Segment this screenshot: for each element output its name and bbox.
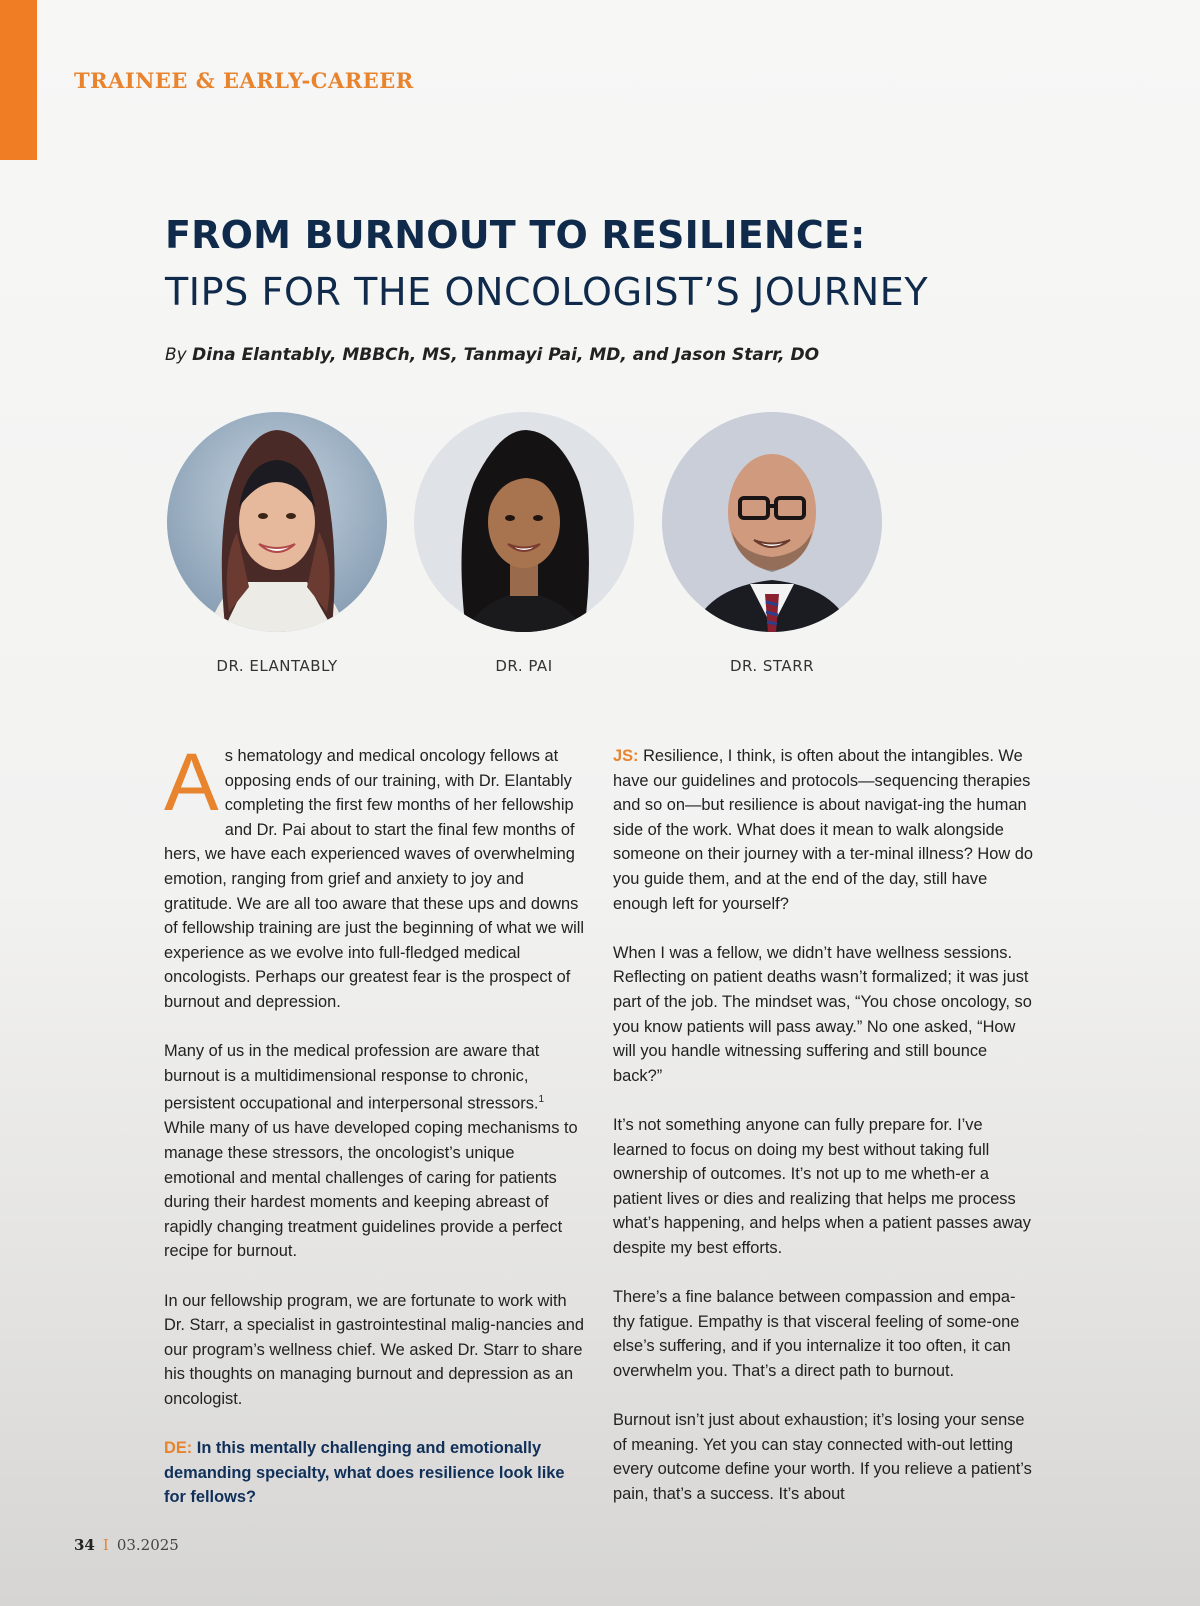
portrait-starr — [662, 412, 882, 632]
article-column-left — [164, 737, 588, 1534]
intro-text: s hematology and medical oncology fellows at opposing ends of our training, with Dr. Elantably completing the first few months of her fellowship and Dr. Pai about to start the final few months of hers, we have each experienced waves of overwhelming emotion, ranging from grief and anxiety to joy and gratitude. We are all too aware that these ups and downs of fellowship training are just the beginning of what we will experience as we evolve into full-fledged medical oncologists. Perhaps our greatest fear is the prospect of burnout and depression. — [164, 747, 585, 1011]
speaker-tag-de: DE: — [164, 1439, 193, 1458]
article-title: FROM BURNOUT TO RESILIENCE: — [165, 213, 866, 257]
article-column-right — [613, 744, 1037, 1531]
page-number: 34 — [74, 1536, 95, 1554]
paragraph — [164, 1039, 588, 1264]
portrait-pai — [414, 412, 634, 632]
paragraph-text-continued: While many of us have developed coping mechanisms to manage these stressors, the oncologist’s unique emotional and mental challenges of caring for patients during their hardest moments and keeping abreast of rapidly changing treatment guidelines provide a perfect recipe for burnout. — [164, 1119, 578, 1261]
page-footer — [74, 1536, 179, 1554]
section-color-tab — [0, 0, 37, 160]
paragraph: When I was a fellow, we didn’t have wellness sessions. Reflecting on patient deaths wasn’t formalized; it was just part of the job. The mindset was, “You chose oncology, so you know patients will pass away.” No one asked, “How will you handle witnessing suffering and still bounce back?” — [613, 943, 1032, 1085]
paragraph: There’s a fine balance between compassion and empa-thy fatigue. Empathy is that visceral feeling of some-one else’s suffering, and if you internalize it too often, it can overwhelm you. That’s a direct path to burnout. — [613, 1288, 1020, 1380]
answer-text: Resilience, I think, is often about the intangibles. We have our guidelines and protocols—sequencing therapies and so on—but resilience is about navigat-ing the human side of the work. What does it mean to walk alongside someone on their journey with a ter-minal illness? How do you guide them, and at the end of the day, still have enough left for yourself? — [613, 747, 1033, 913]
portrait-caption-elantably: DR. ELANTABLY — [216, 657, 338, 675]
question-text: In this mentally challenging and emotionally demanding specialty, what does resilience look like for fellows? — [164, 1439, 565, 1507]
portrait-caption-pai: DR. PAI — [495, 657, 553, 675]
speaker-tag-js: JS: — [613, 747, 639, 765]
paragraph: Burnout isn’t just about exhaustion; it’s losing your sense of meaning. Yet you can stay connected with-out letting every outcome define your worth. If you relieve a patient’s pain, that’s a success. It’s about — [613, 1411, 1032, 1503]
paragraph-text: Many of us in the medical profession are aware that burnout is a multidimensional response to chronic, persistent occupational and interpersonal stressors. — [164, 1042, 540, 1113]
byline-prefix: By — [165, 345, 187, 365]
interview-question — [164, 1436, 588, 1510]
portrait-elantably — [167, 412, 387, 632]
footer-separator: I — [102, 1536, 109, 1554]
drop-cap: A — [164, 737, 219, 828]
portrait-caption-starr: DR. STARR — [729, 657, 815, 675]
section-label: TRAINEE & EARLY-CAREER — [74, 68, 414, 93]
paragraph: It’s not something anyone can fully prepare for. I’ve learned to focus on doing my best without taking full ownership of outcomes. It’s not up to me wheth-er a patient lives or dies and realizing that helps me process what’s happening, and helps when a patient passes away despite my best efforts. — [613, 1115, 1031, 1257]
byline-authors: Dina Elantably, MBBCh, MS, Tanmayi Pai, MD, and Jason Starr, DO — [192, 345, 820, 365]
article-subtitle: TIPS FOR THE ONCOLOGIST’S JOURNEY — [165, 270, 929, 314]
footnote-ref: 1 — [538, 1094, 545, 1106]
byline — [165, 345, 819, 365]
interview-answer — [613, 744, 1037, 916]
intro-paragraph — [164, 737, 588, 1015]
issue-date: 03.2025 — [116, 1536, 179, 1554]
paragraph: In our fellowship program, we are fortunate to work with Dr. Starr, a specialist in gastrointestinal malig-nancies and our program’s wellness chief. We asked Dr. Starr to share his thoughts on managing burnout and depression as an oncologist. — [164, 1291, 584, 1408]
